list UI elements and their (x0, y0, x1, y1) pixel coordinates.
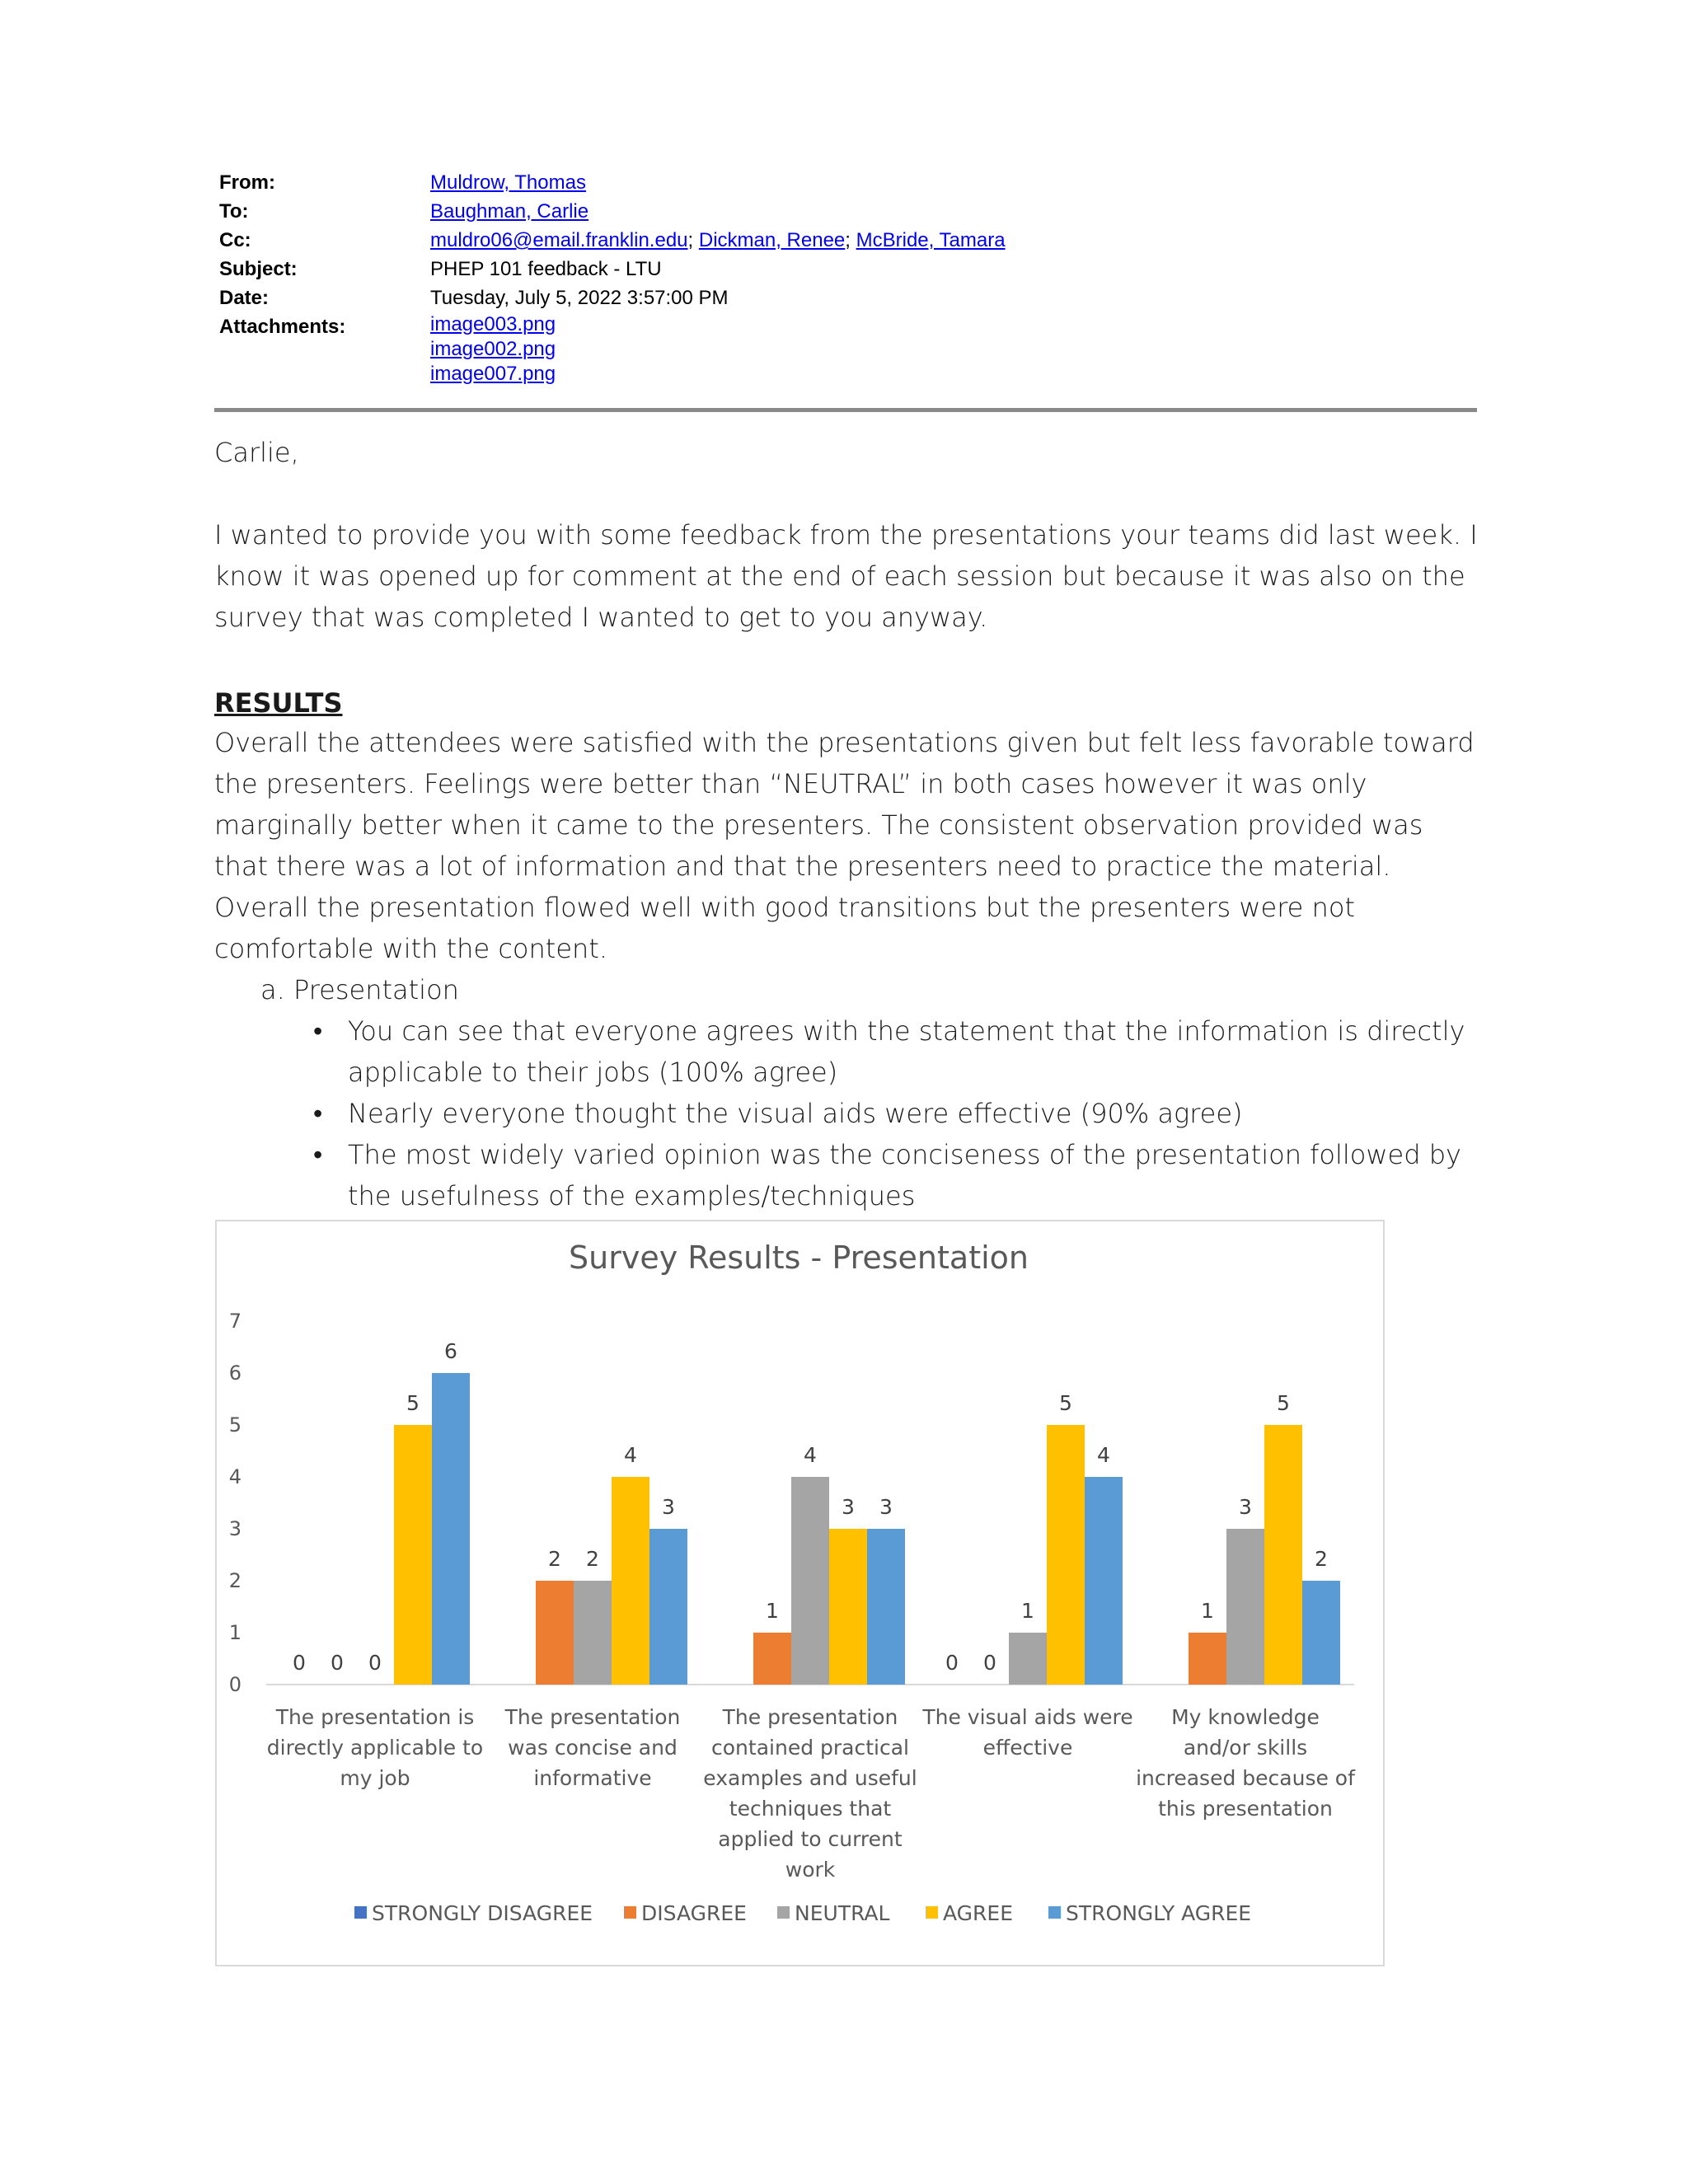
legend-label: AGREE (943, 1901, 1013, 1925)
data-label: 4 (1097, 1443, 1110, 1467)
to-label: To: (219, 200, 249, 223)
legend-label: NEUTRAL (795, 1901, 890, 1925)
data-label: 2 (1315, 1547, 1328, 1571)
legend-swatch (354, 1906, 367, 1919)
attachments-label: Attachments: (219, 316, 346, 338)
chart-svg (217, 1221, 1383, 1965)
intro-paragraph: I wanted to provide you with some feedback from the presentations your teams did last week. I know it was opened up for comment at the end of each session but because it was also on the survey that was completed I wanted to get to you anyway. (214, 519, 1478, 633)
date-value: Tuesday, July 5, 2022 3:57:00 PM (430, 287, 729, 309)
data-label: 1 (1021, 1599, 1034, 1623)
category-label: The presentation (504, 1705, 681, 1729)
to-row (219, 197, 1480, 226)
cc-link-mcbride[interactable]: McBride, Tamara (856, 229, 1006, 251)
bar (432, 1373, 470, 1685)
from-link[interactable]: Muldrow, Thomas (430, 171, 586, 194)
bar (612, 1477, 649, 1685)
category-label: applied to current (718, 1827, 903, 1851)
category-label: work (785, 1858, 836, 1882)
data-label: 0 (945, 1651, 959, 1675)
data-label: 1 (1201, 1599, 1214, 1623)
cc-label: Cc: (219, 229, 251, 251)
bullet-item: • The most widely varied opinion was the conciseness of the presentation followed by the usefulness of the examples/techniques (313, 1134, 1484, 1216)
data-label: 3 (842, 1495, 855, 1519)
category-label: effective (982, 1736, 1073, 1760)
bar (791, 1477, 829, 1685)
section-a-heading: a. Presentation (260, 974, 459, 1005)
data-label: 1 (766, 1599, 779, 1623)
data-label: 4 (804, 1443, 817, 1467)
bar (1189, 1633, 1226, 1685)
results-paragraph: Overall the attendees were satisfied with the presentations given but felt less favorable toward the presenters. Feelings were better than “NEUTRAL” in both cases however it was only marginally better when it came to the presenters. The consistent observation provided was that there was a lot of information and that the presenters need to practice the material. Overall the presentation flowed well with good transitions but the presenters were not comfortable with the content. (214, 727, 1475, 964)
bar (394, 1425, 432, 1685)
y-tick-label: 0 (228, 1673, 241, 1696)
cc-link-email[interactable]: muldro06@email.franklin.edu (430, 229, 688, 251)
bar (1264, 1425, 1302, 1685)
legend-label: STRONGLY AGREE (1066, 1901, 1252, 1925)
legend-label: STRONGLY DISAGREE (372, 1901, 593, 1925)
bar (753, 1633, 791, 1685)
from-row (219, 168, 1480, 197)
bar (1009, 1633, 1047, 1685)
y-tick-label: 1 (228, 1621, 241, 1644)
data-label: 5 (1059, 1391, 1072, 1415)
data-label: 3 (879, 1495, 893, 1519)
bullet-item: • Nearly everyone thought the visual aids were effective (90% agree) (313, 1093, 1484, 1134)
category-label: The visual aids were (922, 1705, 1133, 1729)
subject-value: PHEP 101 feedback - LTU (430, 258, 662, 280)
bar (1085, 1477, 1123, 1685)
bar (1302, 1581, 1340, 1685)
chart-title: Survey Results - Presentation (569, 1240, 1029, 1276)
data-label: 0 (368, 1651, 382, 1675)
data-label: 0 (293, 1651, 306, 1675)
data-label: 3 (662, 1495, 675, 1519)
category-label: informative (533, 1766, 652, 1790)
survey-chart (215, 1220, 1385, 1966)
subject-label: Subject: (219, 258, 298, 280)
bar (1226, 1529, 1264, 1685)
legend-label: DISAGREE (641, 1901, 747, 1925)
attachments-row (219, 312, 1480, 387)
category-label: The presentation (722, 1705, 898, 1729)
subject-row (219, 255, 1480, 284)
category-label: contained practical (711, 1736, 909, 1760)
category-label: directly applicable to (266, 1736, 484, 1760)
data-label: 4 (624, 1443, 637, 1467)
attachment-link[interactable]: image002.png (430, 338, 556, 360)
y-tick-label: 7 (228, 1310, 241, 1333)
category-label: my job (340, 1766, 410, 1790)
cc-separator: ; (845, 229, 856, 251)
category-label: examples and useful (703, 1766, 917, 1790)
cc-separator: ; (687, 229, 699, 251)
data-label: 5 (1277, 1391, 1290, 1415)
to-link[interactable]: Baughman, Carlie (430, 200, 589, 223)
attachment-link[interactable]: image003.png (430, 313, 556, 335)
cc-link-dickman[interactable]: Dickman, Renee (698, 229, 846, 251)
y-tick-label: 5 (228, 1413, 241, 1436)
category-label: The presentation is (275, 1705, 475, 1729)
legend-swatch (777, 1906, 790, 1919)
date-label: Date: (219, 287, 270, 309)
category-label: increased because of (1136, 1766, 1355, 1790)
data-label: 0 (983, 1651, 996, 1675)
greeting: Carlie, (214, 437, 299, 468)
bar (574, 1581, 612, 1685)
data-label: 3 (1239, 1495, 1252, 1519)
from-label: From: (219, 171, 275, 194)
y-tick-label: 2 (228, 1569, 241, 1592)
cc-row (219, 226, 1480, 255)
y-tick-label: 3 (228, 1517, 241, 1540)
results-heading: RESULTS (214, 687, 343, 719)
email-header (219, 168, 1480, 387)
legend-swatch (624, 1906, 636, 1919)
data-label: 6 (444, 1339, 457, 1363)
bar (829, 1529, 867, 1685)
header-divider (214, 408, 1477, 412)
data-label: 2 (586, 1547, 599, 1571)
bullet-item: • You can see that everyone agrees with the statement that the information is directly applicable to their jobs (100% agree) (313, 1010, 1484, 1093)
data-label: 0 (331, 1651, 344, 1675)
bar (649, 1529, 687, 1685)
legend-swatch (1048, 1906, 1061, 1919)
bar (1047, 1425, 1085, 1685)
category-label: and/or skills (1183, 1736, 1308, 1760)
bullet-list (313, 1010, 1484, 1216)
y-tick-label: 4 (228, 1465, 241, 1488)
bar (536, 1581, 574, 1685)
bar (867, 1529, 905, 1685)
category-label: techniques that (729, 1797, 892, 1821)
date-row (219, 284, 1480, 312)
y-tick-label: 6 (228, 1361, 241, 1385)
data-label: 5 (406, 1391, 420, 1415)
legend-swatch (926, 1906, 938, 1919)
attachment-link[interactable]: image007.png (430, 363, 556, 385)
data-label: 2 (548, 1547, 561, 1571)
category-label: My knowledge (1171, 1705, 1320, 1729)
category-label: this presentation (1158, 1797, 1333, 1821)
category-label: was concise and (508, 1736, 678, 1760)
